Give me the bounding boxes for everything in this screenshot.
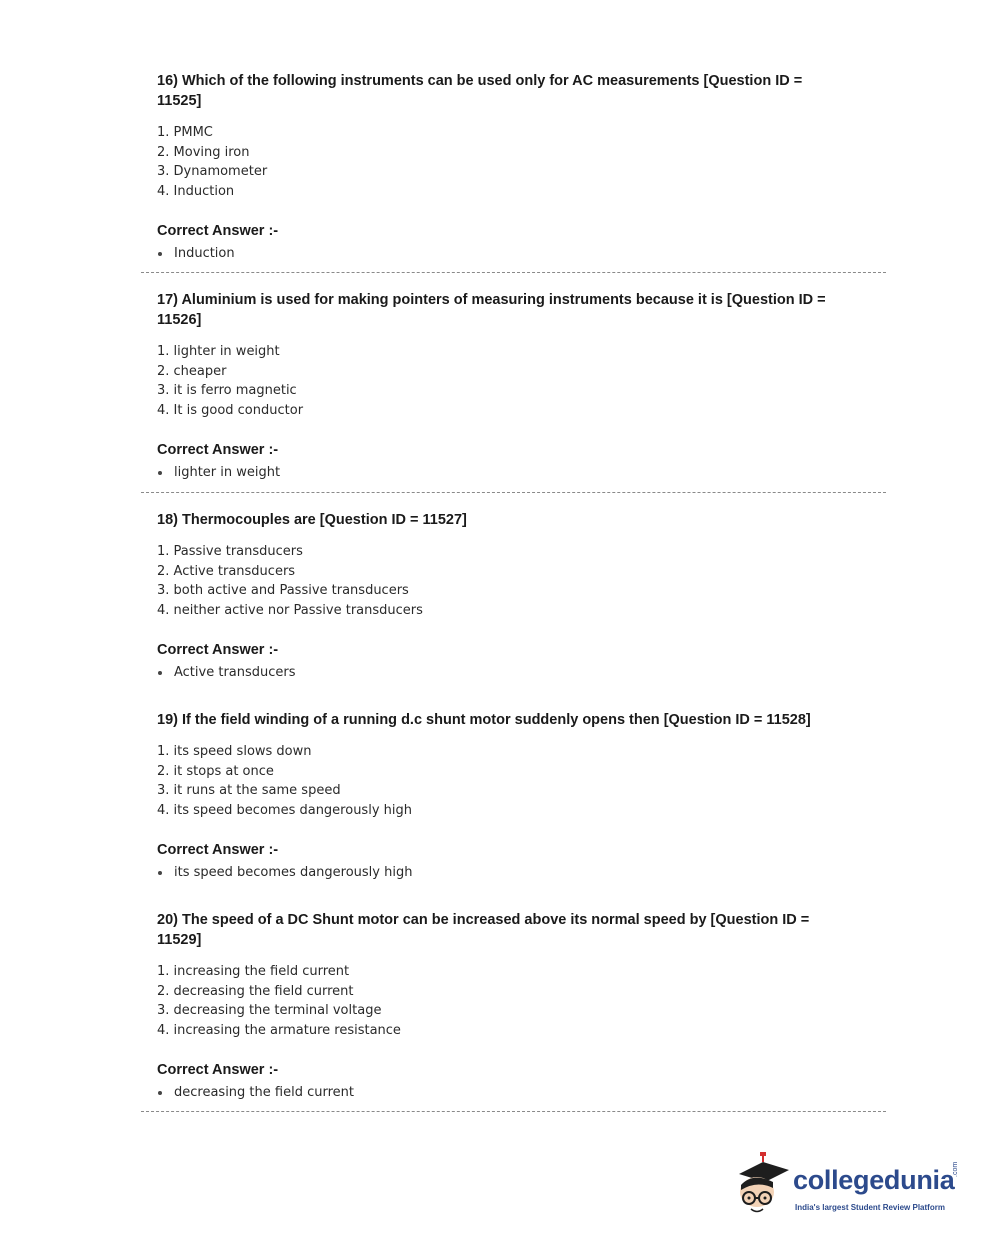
dashed-divider [141,1111,886,1112]
question-16 [157,71,847,263]
logo-suffix: .com [952,1161,959,1177]
question-title: 19) If the field winding of a running d.c shunt motor suddenly opens then [Question ID = 11528] [157,712,811,728]
option-item: 2. Active transducers [157,563,296,579]
question-title: 17) Aluminium is used for making pointers of measuring instruments because it is [Question ID = 11526] [157,292,826,328]
option-item: 3. it runs at the same speed [157,783,341,799]
logo-wordmark: collegedunia [793,1165,955,1195]
dashed-divider [141,492,886,493]
correct-answer-label: Correct Answer :- [157,223,279,240]
question-17 [157,290,847,482]
correct-answer-label: Correct Answer :- [157,642,279,659]
dashed-divider [141,272,886,273]
option-item: 1. PMMC [157,125,213,140]
question-title: 18) Thermocouples are [Question ID = 11527] [157,512,467,528]
correct-answer: Induction [157,244,847,263]
correct-answer-label: Correct Answer :- [157,842,279,859]
option-item: 4. neither active nor Passive transducers [157,602,423,618]
option-item: 1. lighter in weight [157,344,280,359]
correct-answer-list [157,1083,847,1102]
correct-answer: decreasing the field current [157,1083,847,1102]
options-list [157,962,847,1040]
options-list [157,542,847,620]
correct-answer-list [157,244,847,263]
options-list [157,342,847,420]
options-list [157,123,847,201]
options-list [157,742,847,820]
option-item: 1. Passive transducers [157,544,303,559]
option-item: 2. decreasing the field current [157,983,354,999]
option-item: 3. decreasing the terminal voltage [157,1003,382,1019]
option-item: 4. its speed becomes dangerously high [157,802,412,818]
correct-answer-list [157,863,847,882]
option-item: 2. Moving iron [157,144,250,160]
option-item: 2. cheaper [157,363,227,379]
correct-answer: Active transducers [157,663,847,682]
option-item: 4. Induction [157,183,235,199]
correct-answer-list [157,663,847,682]
option-item: 4. It is good conductor [157,402,304,418]
correct-answer-list [157,463,847,482]
option-item: 3. Dynamometer [157,164,268,180]
correct-answer-label: Correct Answer :- [157,442,279,459]
question-20 [157,910,847,1102]
option-item: 4. increasing the armature resistance [157,1022,401,1038]
option-item: 1. increasing the field current [157,964,350,979]
option-item: 3. both active and Passive transducers [157,583,409,599]
correct-answer-label: Correct Answer :- [157,1062,279,1079]
option-item: 2. it stops at once [157,763,274,779]
question-title: 16) Which of the following instruments can be used only for AC measurements [Question ID = 11525] [157,73,803,109]
question-title: 20) The speed of a DC Shunt motor can be increased above its normal speed by [Question ID = 11529] [157,912,810,948]
question-19 [157,710,847,882]
logo-tagline: India's largest Student Review Platform [795,1203,945,1212]
question-18 [157,510,847,682]
option-item: 3. it is ferro magnetic [157,383,297,399]
mascot-icon [733,1152,793,1222]
correct-answer: lighter in weight [157,463,847,482]
option-item: 1. its speed slows down [157,744,312,759]
correct-answer: its speed becomes dangerously high [157,863,847,882]
collegedunia-logo [733,1152,963,1224]
